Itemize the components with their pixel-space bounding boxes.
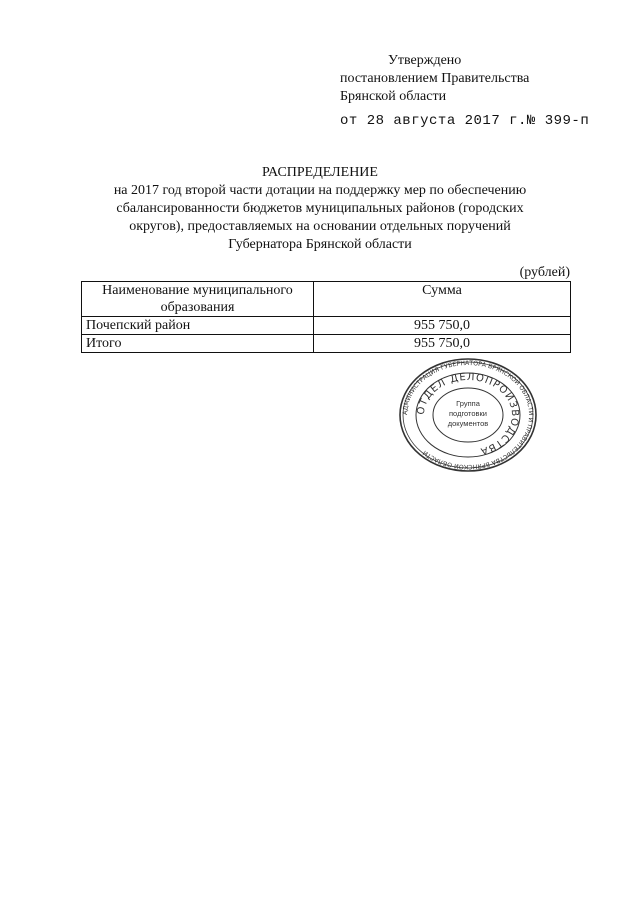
row-name: Итого <box>82 335 314 353</box>
row-sum: 955 750,0 <box>314 335 571 353</box>
approval-line-resolution: постановлением Правительства <box>340 71 530 86</box>
column-header-name-line2: образования <box>160 300 235 315</box>
document-title: РАСПРЕДЕЛЕНИЕ <box>262 165 378 180</box>
column-header-name <box>82 282 314 317</box>
unit-label: (рублей) <box>519 265 570 280</box>
distribution-table <box>81 281 571 353</box>
stamp-center-line2: подготовки <box>449 409 487 418</box>
stamp-inner-text: ОТДЕЛ ДЕЛОПРОИЗВОДСТВА <box>415 371 521 457</box>
stamp-center-line1: Группа <box>456 399 480 408</box>
approval-block <box>340 52 620 130</box>
column-header-name-line1: Наименование муниципального <box>102 283 293 298</box>
official-stamp <box>398 357 538 473</box>
stamp-seal-icon <box>398 357 538 473</box>
heading-line-1: на 2017 год второй части дотации на поддержку мер по обеспечению <box>113 183 527 198</box>
table-header-row <box>82 282 571 317</box>
approval-line-approved: Утверждено <box>388 53 462 68</box>
table-row <box>82 317 571 335</box>
heading-line-4: Губернатора Брянской области <box>228 237 412 252</box>
approval-line-region: Брянской области <box>340 89 447 104</box>
stamp-center-line3: документов <box>447 419 489 428</box>
column-header-sum: Сумма <box>314 282 571 317</box>
row-name: Почепский район <box>82 317 314 335</box>
document-heading <box>60 164 580 254</box>
stamp-outer-text: АДМИНИСТРАЦИЯ ГУБЕРНАТОРА БРЯНСКОЙ ОБЛАСТИ И ПРАВИТЕЛЬСТВА БРЯНСКОЙ ОБЛАСТИ <box>401 359 535 471</box>
row-sum: 955 750,0 <box>314 317 571 335</box>
approval-date-line: от 28 августа 2017 г.№ 399-п <box>340 113 590 129</box>
heading-line-2: сбалансированности бюджетов муниципальных районов (городских <box>116 201 524 216</box>
heading-line-3: округов), предоставляемых на основании отдельных поручений <box>129 219 511 234</box>
table-row-total <box>82 335 571 353</box>
